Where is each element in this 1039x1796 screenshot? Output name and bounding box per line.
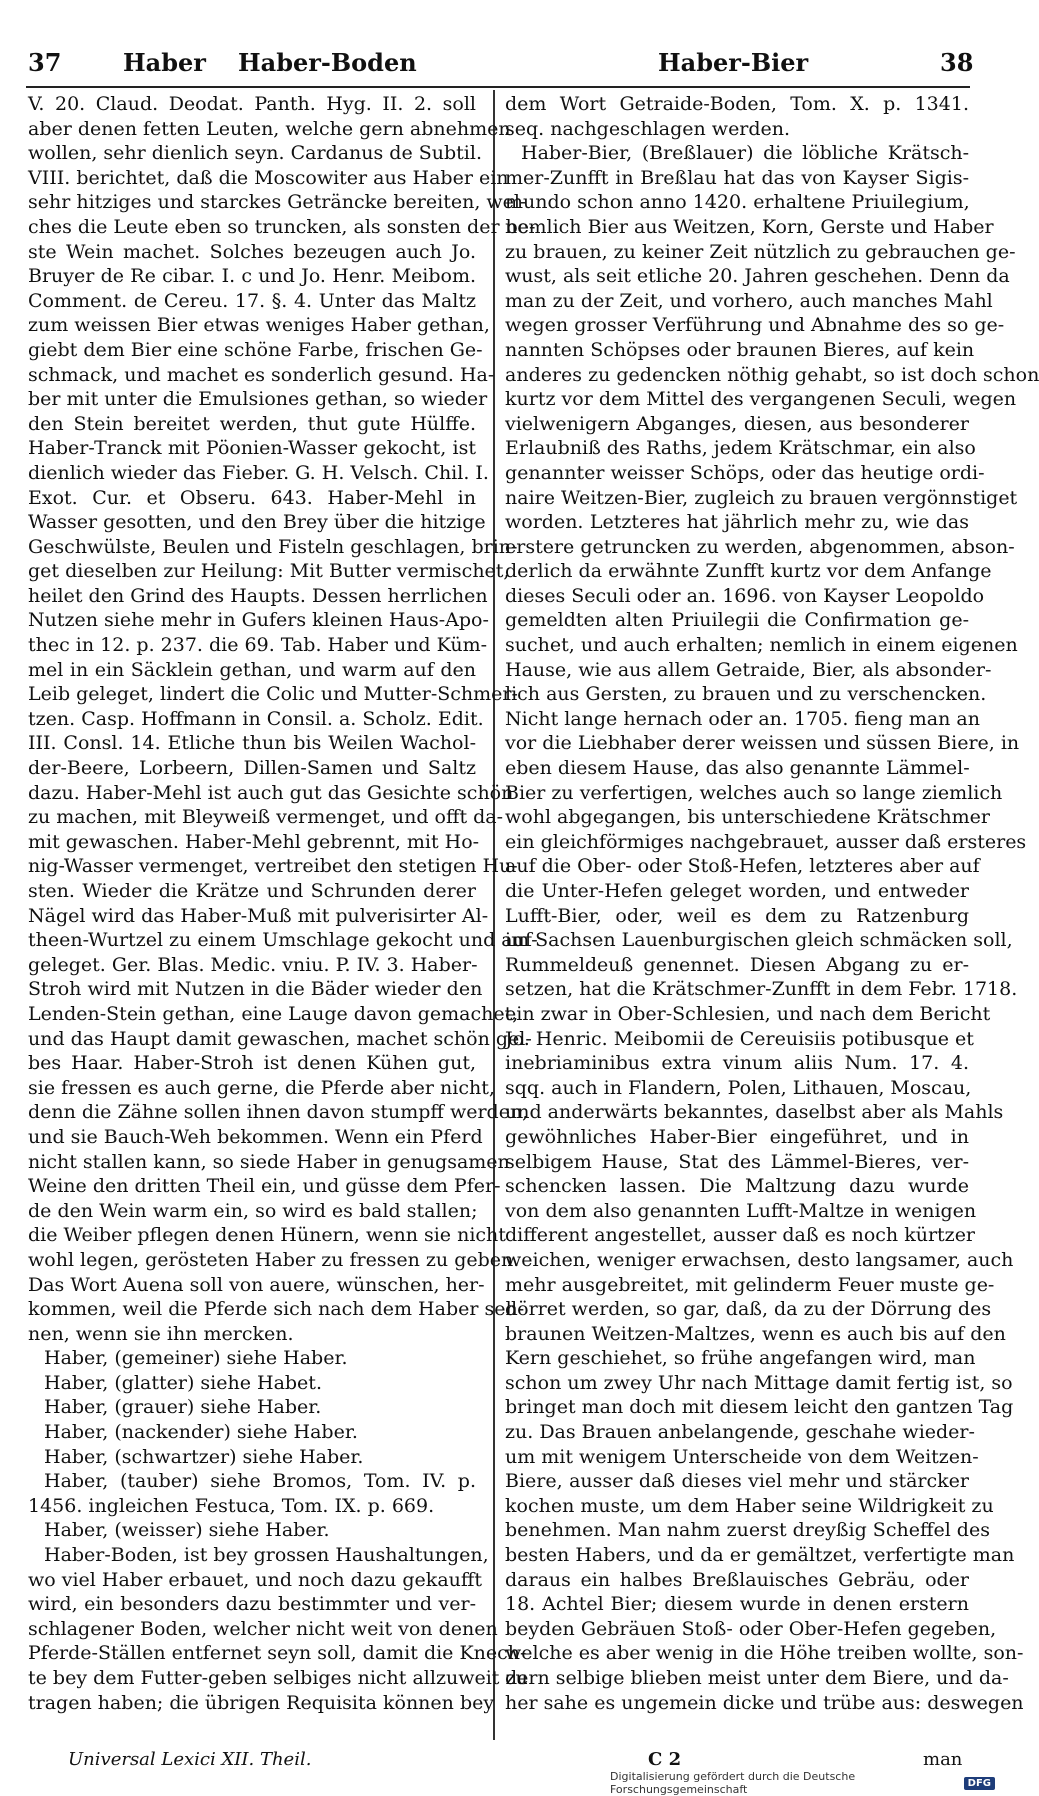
text-line: vielwenigern Abganges, diesen, aus besonderer xyxy=(505,412,969,435)
text-line: anderes zu gedencken nöthig gehabt, so ist doch schon xyxy=(505,363,1039,386)
text-line: braunen Weitzen-Maltzes, wenn es auch bis auf den xyxy=(505,1322,1006,1345)
text-line: tragen haben; die übrigen Requisita können bey xyxy=(28,1691,495,1714)
text-line: zu. Das Brauen anbelangende, geschahe wieder- xyxy=(505,1421,975,1444)
running-title-middle: Haber-Boden xyxy=(238,48,417,77)
text-line: kurtz vor dem Mittel des vergangenen Seculi, wegen xyxy=(505,388,1017,411)
text-line: seq. nachgeschlagen werden. xyxy=(505,117,791,140)
text-line: dem Wort Getraide-Boden, Tom. X. p. 1341. xyxy=(505,93,969,115)
text-line: den Stein bereitet werden, thut gute Hülffe. xyxy=(28,412,476,435)
text-line: mehr ausgebreitet, mit gelinderm Feuer muste ge- xyxy=(505,1273,995,1296)
text-line: III. Consl. 14. Etliche thun bis Weilen Wachol- xyxy=(28,732,476,755)
text-line: denn die Zähne sollen ihnen davon stumpff werden, xyxy=(28,1101,529,1124)
text-line: benehmen. Man nahm zuerst dreyßig Scheffel des xyxy=(505,1519,990,1542)
text-line: man zu der Zeit, und vorhero, auch manches Mahl xyxy=(505,289,993,312)
text-line: 1456. ingleichen Festuca, Tom. IX. p. 669. xyxy=(28,1494,435,1517)
text-line: Bier zu verfertigen, welches auch so lange ziemlich xyxy=(505,781,1003,804)
catchword: man xyxy=(923,1749,963,1770)
text-line: schon um zwey Uhr nach Mittage damit fertig ist, so xyxy=(505,1371,1013,1394)
text-line: eben diesem Hause, das also genannte Lämmel- xyxy=(505,757,970,780)
text-line: nicht stallen kann, so siede Haber in genugsamen xyxy=(28,1150,510,1173)
text-line: Biere, ausser daß dieses viel mehr und stärcker xyxy=(505,1470,969,1493)
text-line: tzen. Casp. Hoffmann in Consil. a. Scholz. Edit. xyxy=(28,707,484,730)
text-line: mit gewaschen. Haber-Mehl gebrennt, mit Ho- xyxy=(28,830,480,853)
text-line: dazu. Haber-Mehl ist auch gut das Gesichte schön xyxy=(28,781,514,804)
text-line: setzen, hat die Krätschmer-Zunfft in dem Febr. 1718. xyxy=(505,978,1018,1001)
volume-note: Universal Lexici XII. Theil. xyxy=(68,1749,312,1770)
text-line: worden. Letzteres hat jährlich mehr zu, wie das xyxy=(505,511,969,534)
text-line: und das Haupt damit gewaschen, machet schön gel- xyxy=(28,1027,532,1050)
text-line: welche es aber wenig in die Höhe treiben wollte, son- xyxy=(505,1642,1024,1665)
text-line: die Unter-Hefen geleget worden, und entweder xyxy=(505,880,969,902)
text-line: Nägel wird das Haber-Muß mit pulverisirter Al- xyxy=(28,904,489,927)
text-line: wegen grosser Verführung und Abnahme des so ge- xyxy=(505,314,1005,337)
text-line: im Sachsen Lauenburgischen gleich schmäcken soll, xyxy=(505,929,1013,952)
page-number-left: 37 xyxy=(28,48,62,77)
text-line: Jo. Henric. Meibomii de Cereuisiis potibusque et xyxy=(505,1027,974,1050)
text-line: vor die Liebhaber derer weissen und süssen Biere, in xyxy=(505,732,1020,755)
text-line: mer-Zunfft in Breßlau hat das von Kayser Sigis- xyxy=(505,166,969,189)
text-line: wird, ein besonders dazu bestimmter und ver- xyxy=(28,1593,476,1616)
text-line: daraus ein halbes Breßlauisches Gebräu, oder xyxy=(505,1568,969,1591)
text-line: genannter weisser Schöps, oder das heutige ordi- xyxy=(505,461,985,484)
page-number-right: 38 xyxy=(940,48,974,77)
text-line: ein gleichförmiges nachgebrauet, ausser daß ersteres xyxy=(505,830,1027,853)
text-line: Haber, (nackender) siehe Haber. xyxy=(44,1421,358,1444)
text-line: her sahe es ungemein dicke und trübe aus: deswegen xyxy=(505,1691,1024,1714)
text-line: V. 20. Claud. Deodat. Panth. Hyg. II. 2. soll xyxy=(28,93,476,115)
text-line: zum weissen Bier etwas weniges Haber gethan, xyxy=(28,314,490,337)
text-line: Hause, wie aus allem Getraide, Bier, als absonder- xyxy=(505,658,992,681)
text-line: ber mit unter die Emulsiones gethan, so wieder xyxy=(28,388,488,411)
text-line: wohl legen, gerösteten Haber zu fressen zu geben. xyxy=(28,1248,520,1271)
text-line: Stroh wird mit Nutzen in die Bäder wieder den xyxy=(28,978,483,1001)
text-line: te bey dem Futter-geben selbiges nicht allzuweit zu xyxy=(28,1667,528,1689)
text-line: different angestellet, ausser daß es noch kürtzer xyxy=(505,1224,976,1247)
text-line: derlich da erwähnte Zunfft kurtz vor dem Anfange xyxy=(505,560,992,583)
text-line: Comment. de Cereu. 17. §. 4. Unter das Maltz xyxy=(28,289,476,312)
text-line: ein zwar in Ober-Schlesien, und nach dem Bericht xyxy=(505,1002,991,1025)
text-line: suchet, und auch erhalten; nemlich in einem eigenen xyxy=(505,634,1018,657)
text-line: Nicht lange hernach oder an. 1705. fieng man an xyxy=(505,707,980,730)
text-line: nen, wenn sie ihn mercken. xyxy=(28,1322,294,1345)
text-line: schlagener Boden, welcher nicht weit von denen xyxy=(28,1617,498,1640)
text-line: kochen muste, um dem Haber seine Wildrigkeit zu xyxy=(505,1494,994,1517)
digitization-text: Digitalisierung gefördert durch die Deutsche Forschungsgemeinschaft xyxy=(610,1770,856,1796)
text-line: Haber-Tranck mit Pöonien-Wasser gekocht, ist xyxy=(28,437,476,460)
header-rule xyxy=(26,86,970,88)
text-line: Weine den dritten Theil ein, und güsse dem Pfer- xyxy=(28,1175,501,1198)
text-line: nannten Schöpses oder braunen Bieres, auf kein xyxy=(505,338,975,361)
text-line: lich aus Gersten, zu brauen und zu verschencken. xyxy=(505,683,987,706)
text-line: von dem also genannten Lufft-Maltze in wenigen xyxy=(505,1199,977,1222)
dfg-logo: DFG xyxy=(964,1777,995,1790)
text-line: giebt dem Bier eine schöne Farbe, frischen Ge- xyxy=(28,338,483,361)
left-column xyxy=(28,92,538,1715)
text-line: dieses Seculi oder an. 1696. von Kayser Leopoldo xyxy=(505,584,985,607)
running-title-left: Haber xyxy=(123,48,206,77)
text-line: mel in ein Säcklein gethan, und warm auf den xyxy=(28,658,476,681)
text-line: dern selbige blieben meist unter dem Biere, und da- xyxy=(505,1667,1009,1689)
text-line: geleget. Ger. Blas. Medic. vniu. P. IV. 3. Haber- xyxy=(28,953,478,976)
text-line: aber denen fetten Leuten, welche gern abnehmen xyxy=(28,117,511,140)
text-line: schmack, und machet es sonderlich gesund. Ha- xyxy=(28,363,495,386)
running-title-right: Haber-Bier xyxy=(658,48,809,77)
text-line: mundo schon anno 1420. erhaltene Priuilegium, xyxy=(505,191,970,214)
text-line: theen-Wurtzel zu einem Umschlage gekocht und auf- xyxy=(28,929,538,952)
column-divider xyxy=(493,90,495,1740)
text-line: und anderwärts bekanntes, daselbst aber als Mahls xyxy=(505,1101,1004,1124)
text-line: besten Habers, und da er gemältzet, verfertigte man xyxy=(505,1544,1015,1567)
text-line: selbigem Hause, Stat des Lämmel-Bieres, ver- xyxy=(505,1150,969,1173)
text-line: Bruyer de Re cibar. I. c und Jo. Henr. Meibom. xyxy=(28,265,476,288)
signature-mark: C 2 xyxy=(648,1749,682,1770)
text-line: dörret werden, so gar, daß, da zu der Dörrung des xyxy=(505,1298,992,1321)
text-line: wo viel Haber erbauet, und noch dazu gekaufft xyxy=(28,1568,483,1591)
text-line: zu machen, mit Bleyweiß vermenget, und offt da- xyxy=(28,806,504,829)
text-line: nemlich Bier aus Weitzen, Korn, Gerste und Haber xyxy=(505,215,994,238)
text-line: Haber, (tauber) siehe Bromos, Tom. IV. p. xyxy=(44,1470,476,1493)
text-line: der-Beere, Lorbeern, Dillen-Samen und Saltz xyxy=(28,757,476,780)
text-line: Haber, (grauer) siehe Haber. xyxy=(44,1396,322,1419)
text-line: Geschwülste, Beulen und Fisteln geschlagen, brin- xyxy=(28,535,518,558)
text-line: sten. Wieder die Krätze und Schrunden derer xyxy=(28,880,476,902)
text-line: wust, als seit etliche 20. Jahren geschehen. Denn da xyxy=(505,265,1010,288)
text-line: heilet den Grind des Haupts. Dessen herrlichen xyxy=(28,584,488,607)
text-line: Exot. Cur. et Obseru. 643. Haber-Mehl in xyxy=(28,486,476,509)
text-line: Lenden-Stein gethan, eine Lauge davon gemachet, xyxy=(28,1002,519,1025)
text-line: sie fressen es auch gerne, die Pferde aber nicht, xyxy=(28,1076,495,1099)
text-line: sqq. auch in Flandern, Polen, Lithauen, Moscau, xyxy=(505,1076,972,1099)
text-line: schencken lassen. Die Maltzung dazu wurde xyxy=(505,1175,969,1198)
text-line: Lufft-Bier, oder, weil es dem zu Ratzenburg xyxy=(505,904,969,927)
text-line: Haber, (weisser) siehe Haber. xyxy=(44,1519,330,1542)
text-line: gewöhnliches Haber-Bier eingeführet, und in xyxy=(505,1125,969,1148)
text-line: VIII. berichtet, daß die Moscowiter aus Haber ein xyxy=(28,166,509,189)
text-line: Nutzen siehe mehr in Gufers kleinen Haus-Apo- xyxy=(28,609,489,632)
text-line: Kern geschiehet, so frühe angefangen wird, man xyxy=(505,1347,976,1370)
text-line: beyden Gebräuen Stoß- oder Ober-Hefen gegeben, xyxy=(505,1617,997,1640)
text-line: auf die Ober- oder Stoß-Hefen, letzteres aber auf xyxy=(505,855,980,878)
text-line: Pferde-Ställen entfernet seyn soll, damit die Knech- xyxy=(28,1642,527,1665)
text-line: bes Haar. Haber-Stroh ist denen Kühen gut, xyxy=(28,1052,476,1075)
text-line: naire Weitzen-Bier, zugleich zu brauen vergönnstiget xyxy=(505,486,1018,509)
text-line: weichen, weniger erwachsen, desto langsamer, auch xyxy=(505,1248,1014,1271)
text-line: Haber-Bier, (Breßlauer) die löbliche Krätsch- xyxy=(521,142,969,165)
right-column xyxy=(505,92,1039,1715)
text-line: wohl abgegangen, bis unterschiedene Krätschmer xyxy=(505,806,990,829)
text-line: thec in 12. p. 237. die 69. Tab. Haber und Küm- xyxy=(28,634,488,657)
text-line: Erlaubniß des Raths, jedem Krätschmar, ein also xyxy=(505,437,976,460)
text-line: wollen, sehr dienlich seyn. Cardanus de Subtil. xyxy=(28,142,482,165)
text-line: und sie Bauch-Weh bekommen. Wenn ein Pferd xyxy=(28,1125,483,1148)
text-line: zu brauen, zu keiner Zeit nützlich zu gebrauchen ge- xyxy=(505,240,1016,263)
text-line: Haber, (schwartzer) siehe Haber. xyxy=(44,1445,364,1468)
text-line: Leib geleget, lindert die Colic und Mutter-Schmer- xyxy=(28,683,518,706)
text-line: sehr hitziges und starckes Geträncke bereiten, wel- xyxy=(28,191,527,214)
text-line: bringet man doch mit diesem leicht den gantzen Tag xyxy=(505,1396,1014,1419)
text-line: Wasser gesotten, und den Brey über die hitzige xyxy=(28,511,486,534)
text-line: Haber-Boden, ist bey grossen Haushaltungen, xyxy=(44,1544,489,1567)
text-line: inebriaminibus extra vinum aliis Num. 17. 4. xyxy=(505,1052,969,1075)
text-line: kommen, weil die Pferde sich nach dem Haber seh- xyxy=(28,1298,525,1321)
text-line: 18. Achtel Bier; diesem wurde in denen erstern xyxy=(505,1593,969,1616)
text-line: um mit wenigem Unterscheide von dem Weitzen- xyxy=(505,1445,979,1468)
text-line: Haber, (gemeiner) siehe Haber. xyxy=(44,1347,348,1370)
text-line: ste Wein machet. Solches bezeugen auch Jo. xyxy=(28,240,476,263)
text-line: ches die Leute eben so truncken, als sonsten der be- xyxy=(28,215,536,238)
text-line: erstere getruncken zu werden, abgenommen, abson- xyxy=(505,535,1015,558)
page-header xyxy=(28,48,974,84)
text-line: get dieselben zur Heilung: Mit Butter vermischet, xyxy=(28,560,510,583)
digitization-credit xyxy=(610,1770,995,1796)
text-line: Rummeldeuß genennet. Diesen Abgang zu er- xyxy=(505,953,969,976)
text-line: Haber, (glatter) siehe Habet. xyxy=(44,1371,322,1394)
text-line: nig-Wasser vermenget, vertreibet den stetigen Hu- xyxy=(28,855,518,878)
text-line: Das Wort Auena soll von auere, wünschen, her- xyxy=(28,1273,485,1296)
text-line: de den Wein warm ein, so wird es bald stallen; xyxy=(28,1199,478,1222)
text-line: dienlich wieder das Fieber. G. H. Velsch. Chil. I. xyxy=(28,461,489,484)
text-line: die Weiber pflegen denen Hünern, wenn sie nicht xyxy=(28,1224,506,1247)
text-line: gemeldten alten Priuilegii die Confirmation ge- xyxy=(505,609,969,632)
